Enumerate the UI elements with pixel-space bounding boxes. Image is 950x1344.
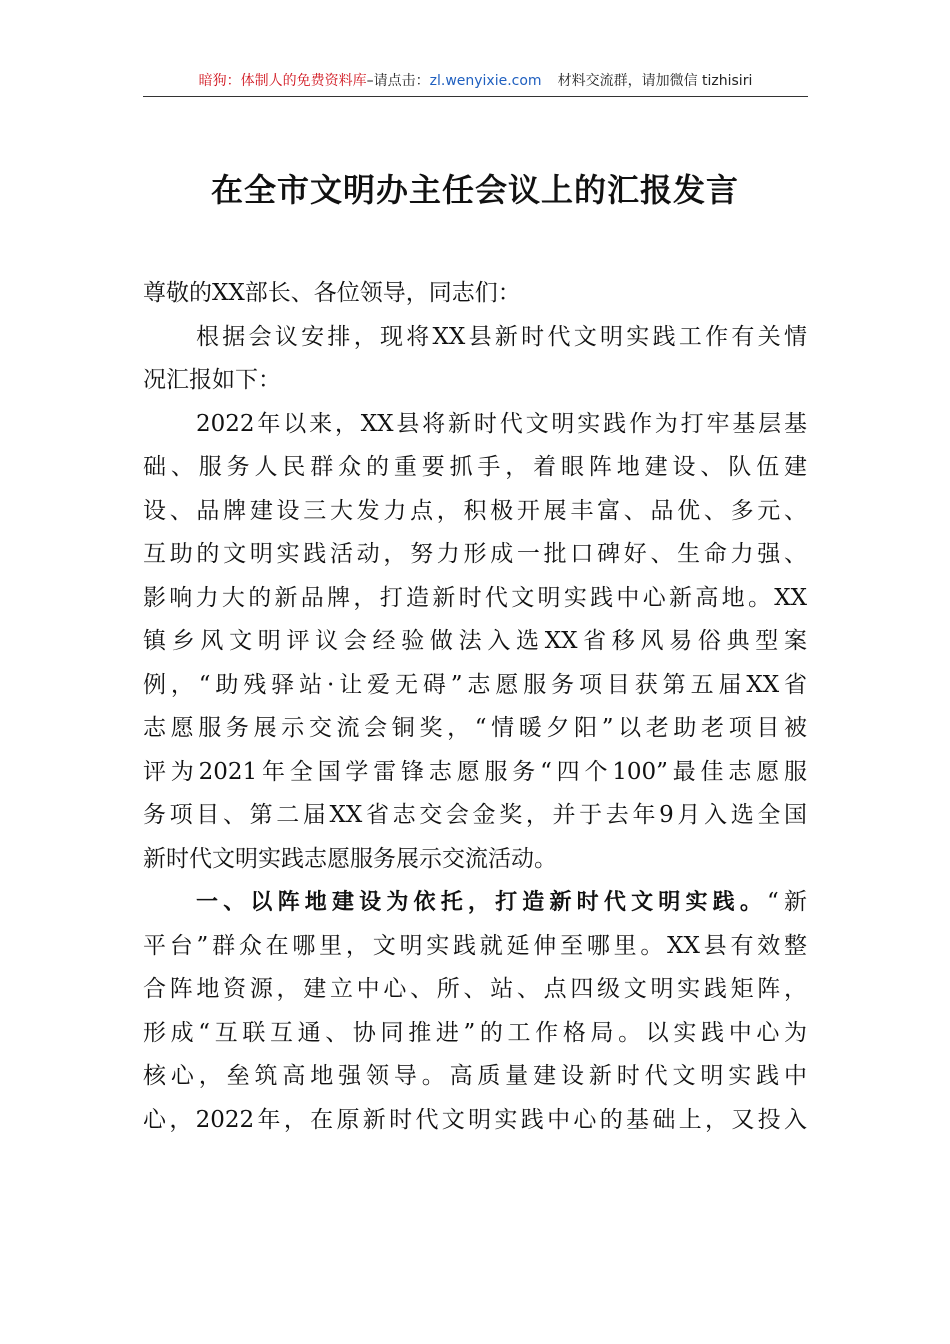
paragraph-line: 评为2021年全国学雷锋志愿服务“四个100”最佳志愿服 <box>143 758 807 785</box>
header-brand: 暗狗：体制人的免费资料库 <box>198 73 367 89</box>
paragraph-line: 形成“互联互通、协同推进”的工作格局。以实践中心为 <box>143 1019 807 1046</box>
paragraph-line: 核心，垒筑高地强领导。高质量建设新时代文明实践中 <box>143 1063 807 1089</box>
document-title: 在全市文明办主任会议上的汇报发言 <box>210 171 739 209</box>
section-heading-line <box>143 881 807 925</box>
salutation: 尊敬的XX部长、各位领导，同志们： <box>143 280 521 306</box>
paragraph-line: 志愿服务展示交流会铜奖，“情暖夕阳”以老助老项目被 <box>143 715 807 741</box>
paragraph-line: 根据会议安排，现将XX县新时代文明实践工作有关情 <box>196 323 807 350</box>
paragraph-line: 合阵地资源，建立中心、所、站、点四级文明实践矩阵， <box>143 976 807 1002</box>
paragraph-line: 心，2022年，在原新时代文明实践中心的基础上，又投入 <box>143 1106 807 1133</box>
paragraph-line: 况汇报如下： <box>143 367 281 393</box>
paragraph-line: 务项目、第二届XX省志交会金奖，并于去年9月入选全国 <box>143 802 807 828</box>
document-body <box>143 272 807 1142</box>
paragraph-line: 平台”群众在哪里，文明实践就延伸至哪里。XX县有效整 <box>143 932 807 959</box>
paragraph-line: 例，“助残驿站·让爱无碍”志愿服务项目获第五届XX省 <box>143 671 807 698</box>
header-group-note: 材料交流群，请加微信 tizhisiri <box>557 73 753 89</box>
paragraph-line: 影响力大的新品牌，打造新时代文明实践中心新高地。XX <box>143 584 807 611</box>
paragraph-line: 互助的文明实践活动，努力形成一批口碑好、生命力强、 <box>143 541 807 567</box>
paragraph-line: 镇乡风文明评议会经验做法入选XX省移风易俗典型案 <box>143 628 807 654</box>
header-prompt: –请点击： <box>366 73 430 89</box>
page-header <box>143 68 808 97</box>
section-heading-1: 一、以阵地建设为依托，打造新时代文明实践。 <box>196 890 768 915</box>
header-link[interactable]: zl.wenyixie.com <box>429 73 542 89</box>
section-heading-continuation: “新 <box>767 889 807 915</box>
paragraph-line: 2022年以来，XX县将新时代文明实践作为打牢基层基 <box>196 410 807 437</box>
paragraph-line: 新时代文明实践志愿服务展示交流活动。 <box>143 845 557 872</box>
paragraph-line: 础、服务人民群众的重要抓手，着眼阵地建设、队伍建 <box>143 454 807 480</box>
paragraph-line: 设、品牌建设三大发力点，积极开展丰富、品优、多元、 <box>143 497 807 524</box>
